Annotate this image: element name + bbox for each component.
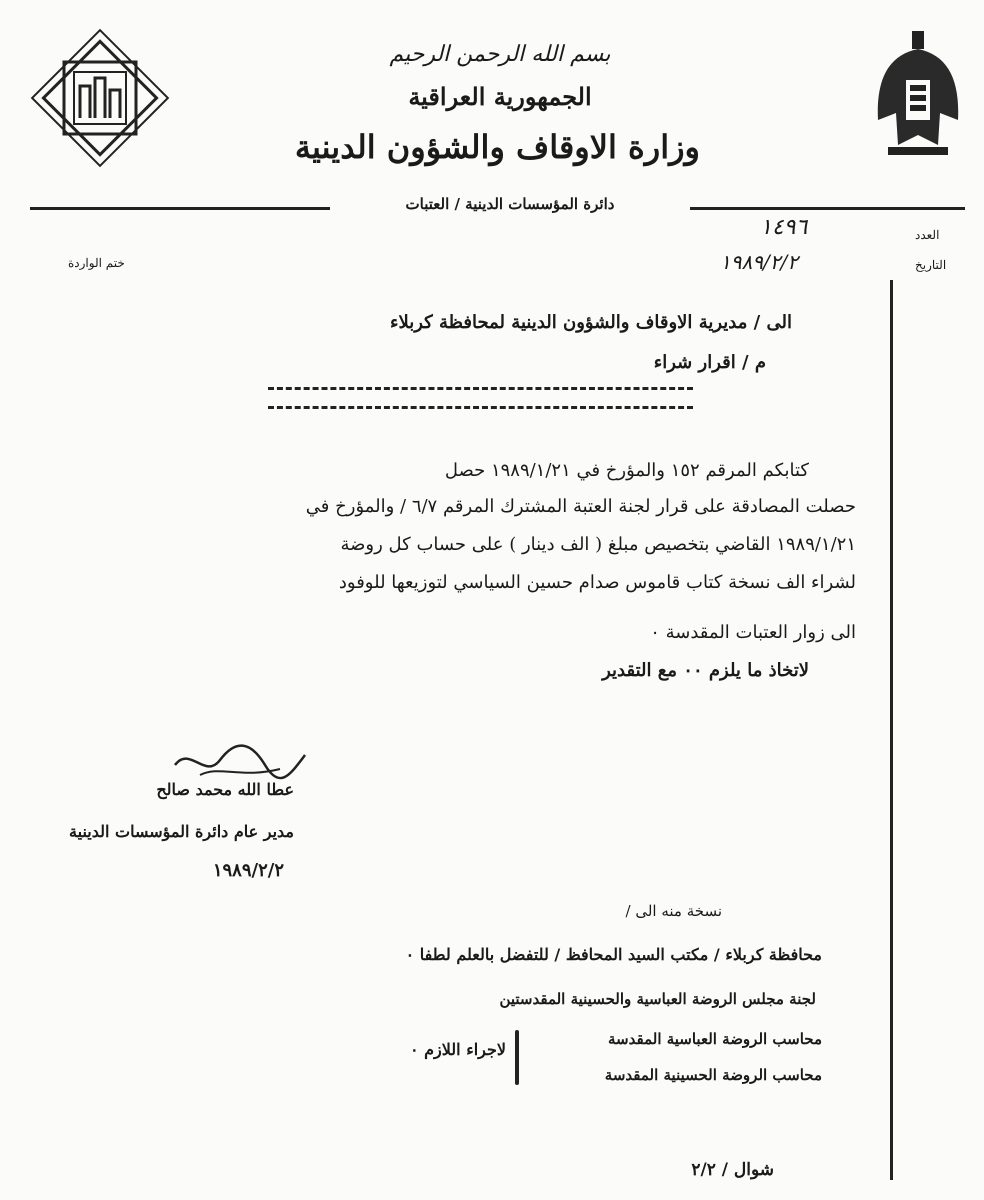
handwritten-signature <box>170 735 310 785</box>
copies-bracket <box>515 1030 519 1085</box>
ministry-logo <box>30 28 170 168</box>
closing-line: لاتخاذ ما يلزم ٠٠ مع التقدير <box>602 660 809 681</box>
signature-date: ١٩٨٩/٢/٢ <box>212 860 284 881</box>
signatory-title: مدير عام دائرة المؤسسات الدينية <box>69 822 294 841</box>
copy-recipient: محاسب الروضة العباسية المقدسة <box>608 1030 822 1048</box>
signatory-name: عطا الله محمد صالح <box>156 780 294 799</box>
copy-recipient: لجنة مجلس الروضة العباسية والحسينية المقدستين <box>499 990 816 1008</box>
body-line: كتابكم المرقم ١٥٢ والمؤرخ في ١٩٨٩/١/٢١ حصل <box>444 460 809 481</box>
copy-recipient: محاسب الروضة الحسينية المقدسة <box>604 1066 822 1084</box>
copies-heading: نسخة منه الى / <box>625 902 722 920</box>
body-line: ١٩٨٩/١/٢١ القاضي بتخصيص مبلغ ( الف دينار ) على حساب كل روضة <box>340 534 856 555</box>
basmala: بسم الله الرحمن الرحيم <box>389 42 611 67</box>
body-line: لشراء الف نسخة كتاب قاموس صدام حسين السياسي لتوزيعها للوفود <box>338 572 856 593</box>
subject-underline <box>268 387 693 409</box>
margin-line <box>890 280 893 1180</box>
reference-number: ١٤٩٦ <box>760 215 808 240</box>
number-label: العدد <box>915 228 940 242</box>
ministry-name: وزارة الاوقاف والشؤون الدينية <box>294 128 700 166</box>
subject-line: م / اقرار شراء <box>653 352 766 373</box>
date-label: التاريخ <box>915 258 947 272</box>
action-note: لاجراء اللازم ٠ <box>409 1040 506 1059</box>
recipient-line: الى / مديرية الاوقاف والشؤون الدينية لمحافظة كربلاء <box>390 312 792 333</box>
incoming-stamp-note: ختم الواردة <box>68 256 125 270</box>
copy-recipient: محافظة كربلاء / مكتب السيد المحافظ / للتفضل بالعلم لطفا ٠ <box>405 945 822 964</box>
footer-date: شوال / ٢/٢ <box>691 1160 774 1180</box>
eagle-emblem <box>868 25 968 165</box>
body-line: الى زوار العتبات المقدسة ٠ <box>650 622 856 643</box>
department-name: دائرة المؤسسات الدينية / العتبات <box>330 195 690 213</box>
reference-date: ١٩٨٩/٢/٢ <box>720 250 798 274</box>
body-line: حصلت المصادقة على قرار لجنة العتبة المشترك المرقم ٦/٧ / والمؤرخ في <box>305 496 856 517</box>
republic-name: الجمهورية العراقية <box>408 82 592 111</box>
